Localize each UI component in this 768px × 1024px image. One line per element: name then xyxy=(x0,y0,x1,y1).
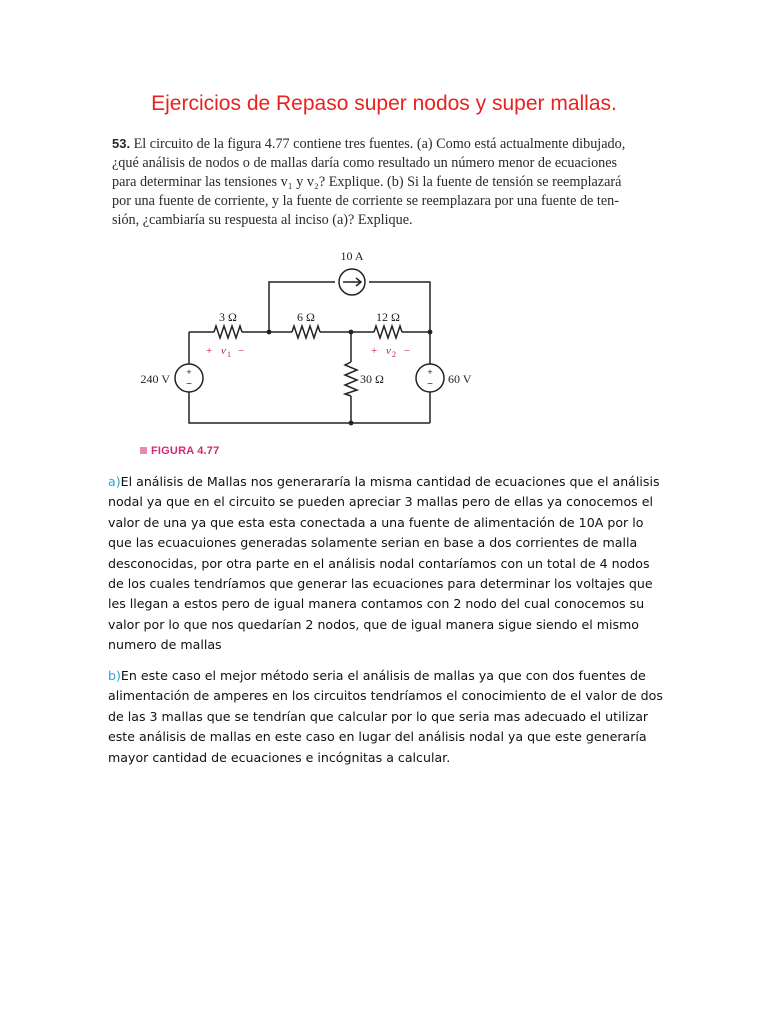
current-source xyxy=(339,269,365,295)
v1-label: v xyxy=(221,345,226,357)
problem-line-5: sión, ¿cambiaría su respuesta al inciso (a)? Explique. xyxy=(112,212,413,228)
v2-plus: + xyxy=(371,345,378,357)
svg-text:+: + xyxy=(186,367,192,377)
v1-subscript: 1 xyxy=(227,350,231,359)
v2-minus: − xyxy=(404,345,411,357)
circuit-diagram xyxy=(130,240,480,440)
problem-line-4: por una fuente de corriente, y la fuente de corriente se reemplazara por una fuente de ten- xyxy=(112,193,619,209)
page-title: Ejercicios de Repaso super nodos y super mallas. xyxy=(151,92,617,115)
resistor-12-ohm xyxy=(374,326,402,338)
problem-statement xyxy=(112,134,657,230)
caption-square-icon xyxy=(140,447,147,454)
resistor-3-ohm xyxy=(214,326,242,338)
answer-a-text: El análisis de Mallas nos generararía la misma cantidad de ecuaciones que el análisis nodal ya que en el circuito se pueden apreciar 3 mallas pero de ellas ya conocemos el valor de una ya que esta esta conectada a una fuente de alimentación de 10A por lo que las ecuacuiones generadas solamente serian en base a dos corrientes de malla desconocidas, por otra parte en el análisis nodal contaríamos con un total de 4 nodos de los cuales tendríamos que generar las ecuaciones para determinar los voltajes que les llegan a estos pero de igual manera contamos con 2 nodo del cual conocemos su valor por lo que nos quedarían 2 nodos, que de igual manera sigue siendo el mismo numero de mallas xyxy=(108,474,660,653)
svg-text:−: − xyxy=(186,379,192,390)
label-12-ohm: 12 Ω xyxy=(376,310,400,324)
problem-number: 53. xyxy=(112,136,131,151)
v1-plus: + xyxy=(206,345,213,357)
resistor-6-ohm xyxy=(292,326,320,338)
problem-line-3: para determinar las tensiones v₁ y v₂? Explique. (b) Si la fuente de tensión se reemplazará xyxy=(112,174,622,190)
voltage-source-60v xyxy=(416,364,444,392)
label-30-ohm: 30 Ω xyxy=(360,372,384,386)
label-60v: 60 V xyxy=(448,372,472,386)
label-6-ohm: 6 Ω xyxy=(297,310,315,324)
voltage-source-240v xyxy=(175,364,203,392)
problem-line-1: El circuito de la figura 4.77 contiene tres fuentes. (a) Como está actualmente dibujado, xyxy=(133,136,626,152)
v2-label: v xyxy=(386,345,391,357)
v1-minus: − xyxy=(238,345,245,357)
v2-subscript: 2 xyxy=(392,350,396,359)
answer-a-label: a) xyxy=(108,474,121,489)
answer-b xyxy=(108,666,663,768)
answer-a xyxy=(108,472,663,656)
resistor-30-ohm xyxy=(345,362,357,396)
answer-b-text: En este caso el mejor método seria el análisis de mallas ya que con dos fuentes de alimentación de amperes en los circuitos tendríamos el conocimiento de el valor de dos de las 3 mallas que se tendrían que calcular por lo que seria mas adecuado el utilizar este análisis de mallas en este caso en lugar del análisis nodal ya que este generaría mayor cantidad de ecuaciones e incógnitas a calcular. xyxy=(108,668,663,765)
label-3-ohm: 3 Ω xyxy=(219,310,237,324)
figure-caption xyxy=(140,445,219,457)
svg-text:−: − xyxy=(427,379,433,390)
svg-text:+: + xyxy=(427,367,433,377)
answer-b-label: b) xyxy=(108,668,121,683)
problem-line-2: ¿qué análisis de nodos o de mallas daría como resultado un número menor de ecuaciones xyxy=(112,155,618,171)
label-240v: 240 V xyxy=(140,372,170,386)
figure-label: FIGURA 4.77 xyxy=(151,445,220,457)
label-10a: 10 A xyxy=(340,249,364,263)
